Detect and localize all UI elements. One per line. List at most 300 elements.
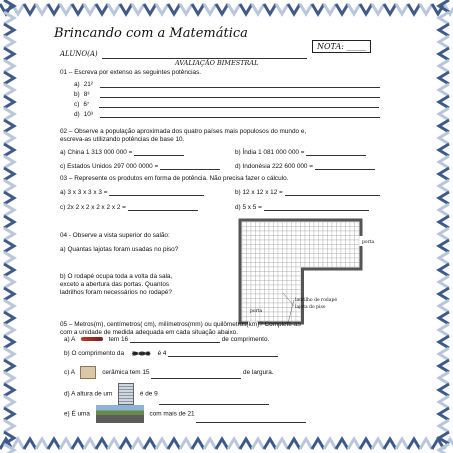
border-chevron — [60, 439, 72, 449]
border-chevron — [4, 408, 14, 420]
floor-tile — [296, 272, 301, 277]
floor-tile — [251, 267, 256, 272]
border-chevron — [228, 439, 240, 449]
floor-tile — [287, 231, 292, 236]
q02-b-label: b) Índia 1 081 000 000 = — [235, 149, 305, 156]
floor-tile — [247, 285, 252, 290]
floor-tile — [328, 236, 333, 241]
floor-tile — [256, 236, 261, 241]
border-chevron — [439, 300, 449, 312]
border-chevron — [252, 4, 264, 14]
q05-d-pre: d) A altura de um — [64, 390, 113, 398]
floor-tile — [355, 263, 360, 268]
q03-b-answer[interactable] — [285, 195, 380, 196]
border-right — [435, 0, 453, 453]
border-chevron — [420, 4, 432, 14]
q02-a-answer[interactable] — [134, 155, 184, 156]
q05-a-pre: a) A — [64, 336, 76, 343]
floor-tile — [310, 263, 315, 268]
border-chevron — [4, 12, 14, 24]
border-bottom — [0, 435, 453, 453]
floor-tile — [247, 236, 252, 241]
floor-tile — [296, 236, 301, 241]
student-label: ALUNO(A) — [60, 50, 98, 58]
ceramic-tile-icon — [80, 366, 96, 379]
floor-tile — [265, 294, 270, 299]
border-chevron — [408, 439, 420, 449]
q05-b-pre: b) O comprimento da — [64, 350, 125, 357]
floor-tile — [287, 254, 292, 259]
border-chevron — [84, 4, 96, 14]
floor-tile — [265, 303, 270, 308]
border-chevron — [4, 48, 14, 60]
floor-plan-svg — [238, 218, 398, 338]
floor-tile — [301, 263, 306, 268]
door-label-bottom: porta — [250, 309, 263, 314]
floor-tile — [242, 303, 247, 308]
q04-b-line2: exceto a abertura das portas. Quantos — [60, 281, 170, 288]
q01-answer-line[interactable] — [99, 107, 379, 108]
floor-tile — [260, 303, 265, 308]
floor-tile — [341, 245, 346, 250]
floor-tile — [242, 299, 247, 304]
floor-tile — [278, 276, 283, 281]
floor-tile — [301, 240, 306, 245]
border-chevron — [439, 240, 449, 252]
border-chevron — [4, 432, 14, 444]
border-chevron — [360, 4, 372, 14]
floor-tile — [265, 308, 270, 313]
border-chevron — [4, 0, 14, 12]
floor-tile — [265, 222, 270, 227]
q05-c-mid: cerâmica tem 15 — [102, 369, 150, 377]
floor-tile — [350, 222, 355, 227]
floor-tile — [337, 258, 342, 263]
border-chevron — [4, 108, 14, 120]
floor-tile — [256, 240, 261, 245]
floor-tile — [274, 249, 279, 254]
floor-tile — [269, 272, 274, 277]
floor-tile — [323, 249, 328, 254]
floor-tile — [332, 227, 337, 232]
q05-text-line2: com a unidade de medida adequada em cada situação abaixo. — [60, 329, 238, 336]
border-chevron — [324, 4, 336, 14]
floor-tile — [260, 231, 265, 236]
border-chevron — [336, 4, 348, 14]
floor-tile — [269, 308, 274, 313]
q05-e-pre: e) É uma — [64, 410, 90, 418]
border-chevron — [4, 144, 14, 156]
border-chevron — [4, 156, 14, 168]
floor-tile — [247, 272, 252, 277]
floor-tile — [260, 258, 265, 263]
floor-tile — [305, 254, 310, 259]
floor-tile — [292, 267, 297, 272]
floor-tile — [319, 227, 324, 232]
floor-tile — [260, 254, 265, 259]
q02-d-answer[interactable] — [315, 169, 375, 170]
floor-tile — [296, 263, 301, 268]
border-chevron — [192, 439, 204, 449]
border-chevron — [264, 4, 276, 14]
border-chevron — [4, 228, 14, 240]
floor-tile — [310, 245, 315, 250]
floor-tile — [292, 249, 297, 254]
q02-item-c — [60, 163, 220, 170]
floor-tile — [256, 258, 261, 263]
q05-c-answer[interactable] — [151, 378, 241, 379]
q05-item-a — [64, 336, 269, 343]
floor-tile — [274, 267, 279, 272]
floor-tile — [251, 240, 256, 245]
floor-tile — [247, 245, 252, 250]
border-chevron — [439, 72, 449, 84]
floor-tile — [287, 236, 292, 241]
floor-tile — [269, 254, 274, 259]
floor-tile — [292, 312, 297, 317]
q02-a-label: a) China 1 313 000 000 = — [60, 149, 133, 156]
floor-tile — [332, 231, 337, 236]
floor-tile — [328, 240, 333, 245]
floor-tile — [314, 258, 319, 263]
floor-tile — [283, 294, 288, 299]
floor-tile — [278, 285, 283, 290]
border-chevron — [24, 4, 36, 14]
floor-tile — [269, 236, 274, 241]
floor-tile — [296, 231, 301, 236]
q04-b-line3: ladrilhos foram necessários no rodapé? — [60, 289, 172, 296]
border-chevron — [4, 360, 14, 372]
q01-item — [74, 91, 380, 98]
floor-tile — [265, 267, 270, 272]
border-chevron — [4, 396, 14, 408]
floor-tile — [265, 285, 270, 290]
border-chevron — [439, 60, 449, 72]
q02-item-a — [60, 149, 184, 156]
q02-d-label: d) Indonésia 222 600 000 = — [235, 163, 313, 170]
floor-tile — [310, 240, 315, 245]
q01-item-expr: 21² — [83, 81, 93, 88]
floor-tile — [251, 290, 256, 295]
floor-tile — [328, 249, 333, 254]
floor-tile — [256, 227, 261, 232]
floor-tile — [265, 312, 270, 317]
floor-tile — [278, 263, 283, 268]
q05-a-mid: tem 16 — [108, 336, 129, 343]
floor-tile — [251, 231, 256, 236]
floor-tile — [247, 249, 252, 254]
floor-tile — [278, 249, 283, 254]
floor-tile — [287, 285, 292, 290]
floor-tile — [260, 267, 265, 272]
floor-tile — [287, 240, 292, 245]
border-chevron — [439, 336, 449, 348]
floor-tile — [287, 258, 292, 263]
border-chevron — [120, 4, 132, 14]
q01-item-label: c) — [74, 101, 80, 108]
floor-tile — [332, 236, 337, 241]
floor-tile — [296, 312, 301, 317]
floor-tile — [260, 263, 265, 268]
floor-tile — [269, 222, 274, 227]
floor-tile — [346, 249, 351, 254]
floor-tile — [256, 294, 261, 299]
q05-b-mid: é 4 — [157, 350, 167, 357]
border-chevron — [439, 264, 449, 276]
floor-tile — [242, 231, 247, 236]
floor-tile — [301, 254, 306, 259]
floor-tile — [287, 272, 292, 277]
floor-tile — [355, 258, 360, 263]
floor-tile — [269, 267, 274, 272]
floor-tile — [337, 236, 342, 241]
floor-tile — [283, 249, 288, 254]
floor-tile — [256, 285, 261, 290]
border-chevron — [96, 4, 108, 14]
border-chevron — [180, 4, 192, 14]
border-chevron — [4, 384, 14, 396]
border-chevron — [156, 4, 168, 14]
floor-tile — [296, 276, 301, 281]
floor-tile — [256, 231, 261, 236]
border-chevron — [439, 432, 449, 444]
floor-tile — [274, 290, 279, 295]
floor-tile — [341, 263, 346, 268]
floor-tile — [260, 290, 265, 295]
floor-tile — [283, 254, 288, 259]
floor-tile-label: lajota do piso — [295, 305, 326, 310]
floor-tile — [305, 245, 310, 250]
border-chevron — [156, 439, 168, 449]
floor-tile — [337, 222, 342, 227]
border-chevron — [96, 439, 108, 449]
floor-tile — [274, 285, 279, 290]
floor-tile — [310, 236, 315, 241]
floor-tile — [296, 240, 301, 245]
border-chevron — [384, 439, 396, 449]
floor-tile — [292, 222, 297, 227]
floor-tile — [346, 236, 351, 241]
floor-tile — [332, 263, 337, 268]
floor-tile — [256, 290, 261, 295]
floor-tile — [251, 299, 256, 304]
q01-item — [74, 81, 380, 88]
floor-tile — [283, 245, 288, 250]
floor-tile — [278, 308, 283, 313]
q01-item-expr: 6⁷ — [83, 101, 90, 108]
floor-tile — [247, 276, 252, 281]
floor-tile — [346, 263, 351, 268]
floor-tile — [242, 263, 247, 268]
floor-tile — [242, 294, 247, 299]
floor-tile — [274, 312, 279, 317]
floor-tile — [323, 254, 328, 259]
border-chevron — [4, 216, 14, 228]
border-chevron — [439, 24, 449, 36]
floor-tile — [292, 272, 297, 277]
floor-tile — [242, 245, 247, 250]
border-chevron — [439, 228, 449, 240]
border-chevron — [108, 4, 120, 14]
floor-tile — [323, 236, 328, 241]
floor-tile — [269, 245, 274, 250]
floor-tile — [323, 245, 328, 250]
border-chevron — [439, 36, 449, 48]
floor-tile — [296, 249, 301, 254]
floor-tile — [355, 254, 360, 259]
q05-b-answer[interactable] — [168, 356, 278, 357]
q03-text: 03 – Represente os produtos em forma de potência. Não precisa fazer o cálculo. — [60, 175, 289, 182]
q03-a-answer[interactable] — [109, 195, 204, 196]
floor-tile — [247, 227, 252, 232]
q01-item — [74, 101, 379, 108]
floor-tile — [301, 245, 306, 250]
floor-tile — [319, 254, 324, 259]
q05-e-answer[interactable] — [196, 422, 306, 423]
q03-c-answer[interactable] — [128, 210, 198, 211]
q03-d-answer[interactable] — [264, 210, 369, 211]
floor-tile — [296, 267, 301, 272]
border-chevron — [439, 348, 449, 360]
border-chevron — [439, 108, 449, 120]
floor-tile — [278, 258, 283, 263]
border-chevron — [288, 4, 300, 14]
q01-answer-line[interactable] — [100, 117, 380, 118]
floor-tile — [260, 236, 265, 241]
border-left — [0, 0, 18, 453]
border-chevron — [216, 4, 228, 14]
floor-tile — [287, 245, 292, 250]
border-chevron — [439, 384, 449, 396]
floor-tile — [292, 240, 297, 245]
floor-tile — [256, 249, 261, 254]
border-chevron — [144, 439, 156, 449]
border-chevron — [439, 12, 449, 24]
floor-tile — [256, 222, 261, 227]
border-chevron — [4, 312, 14, 324]
floor-tile — [283, 236, 288, 241]
border-chevron — [132, 439, 144, 449]
floor-tile — [314, 227, 319, 232]
floor-tile — [251, 236, 256, 241]
floor-tile — [278, 299, 283, 304]
floor-tile — [274, 308, 279, 313]
floor-tile — [260, 249, 265, 254]
border-chevron — [4, 372, 14, 384]
floor-tile — [278, 227, 283, 232]
floor-tile — [287, 276, 292, 281]
floor-tile — [292, 290, 297, 295]
floor-tile — [346, 240, 351, 245]
floor-tile — [305, 240, 310, 245]
floor-tile — [292, 254, 297, 259]
border-chevron — [439, 120, 449, 132]
floor-tile — [328, 231, 333, 236]
floor-tile — [341, 254, 346, 259]
border-chevron — [4, 444, 14, 453]
floor-tile — [283, 231, 288, 236]
border-chevron — [288, 439, 300, 449]
floor-tile — [310, 231, 315, 236]
floor-tile — [265, 263, 270, 268]
floor-tile — [283, 285, 288, 290]
floor-tile — [269, 258, 274, 263]
border-chevron — [4, 276, 14, 288]
q02-c-answer[interactable] — [160, 169, 220, 170]
floor-tile — [287, 227, 292, 232]
floor-tile — [283, 299, 288, 304]
floor-tile — [242, 290, 247, 295]
q03-item-d — [235, 204, 369, 211]
q02-b-answer[interactable] — [306, 155, 366, 156]
building-icon — [118, 383, 134, 405]
floor-tile — [242, 240, 247, 245]
floor-tile — [346, 254, 351, 259]
floor-tile — [328, 222, 333, 227]
floor-tile — [292, 227, 297, 232]
floor-tile — [283, 308, 288, 313]
floor-tile — [274, 240, 279, 245]
border-chevron — [439, 0, 449, 12]
floor-tile — [269, 290, 274, 295]
border-chevron — [72, 4, 84, 14]
floor-tile — [274, 303, 279, 308]
floor-tile — [301, 227, 306, 232]
floor-tile — [278, 272, 283, 277]
border-chevron — [24, 439, 36, 449]
floor-tile — [251, 281, 256, 286]
floor-tile — [292, 245, 297, 250]
floor-tile — [337, 254, 342, 259]
floor-tile — [247, 281, 252, 286]
floor-tile — [247, 303, 252, 308]
floor-tile — [278, 245, 283, 250]
floor-tile — [247, 290, 252, 295]
q05-text-line1: 05 – Metros(m), centímetros( cm), milímetros(mm) ou quilômetros(km)? Complete-as — [60, 321, 301, 328]
floor-tile — [256, 267, 261, 272]
q01-answer-line[interactable] — [100, 97, 380, 98]
border-chevron — [439, 312, 449, 324]
q05-e-mid: com mais de 21 — [149, 410, 195, 418]
floor-tile — [332, 254, 337, 259]
floor-tile — [283, 312, 288, 317]
floor-tile — [274, 294, 279, 299]
floor-tile — [247, 299, 252, 304]
floor-tile — [278, 267, 283, 272]
q05-d-mid: é de 9 — [139, 390, 158, 398]
floor-tile — [278, 303, 283, 308]
q05-a-answer[interactable] — [130, 342, 220, 343]
border-chevron — [4, 204, 14, 216]
q01-item-expr: 8³ — [83, 91, 90, 98]
floor-tile — [350, 258, 355, 263]
floor-tile — [292, 281, 297, 286]
border-chevron — [120, 439, 132, 449]
border-chevron — [4, 348, 14, 360]
border-chevron — [439, 192, 449, 204]
border-chevron — [439, 132, 449, 144]
floor-tile — [319, 263, 324, 268]
floor-tile — [341, 249, 346, 254]
border-chevron — [4, 84, 14, 96]
floor-tile — [251, 249, 256, 254]
floor-tile — [350, 263, 355, 268]
border-chevron — [108, 439, 120, 449]
floor-tile — [274, 263, 279, 268]
floor-tile — [314, 249, 319, 254]
floor-tile — [260, 240, 265, 245]
q01-answer-line[interactable] — [100, 87, 380, 88]
